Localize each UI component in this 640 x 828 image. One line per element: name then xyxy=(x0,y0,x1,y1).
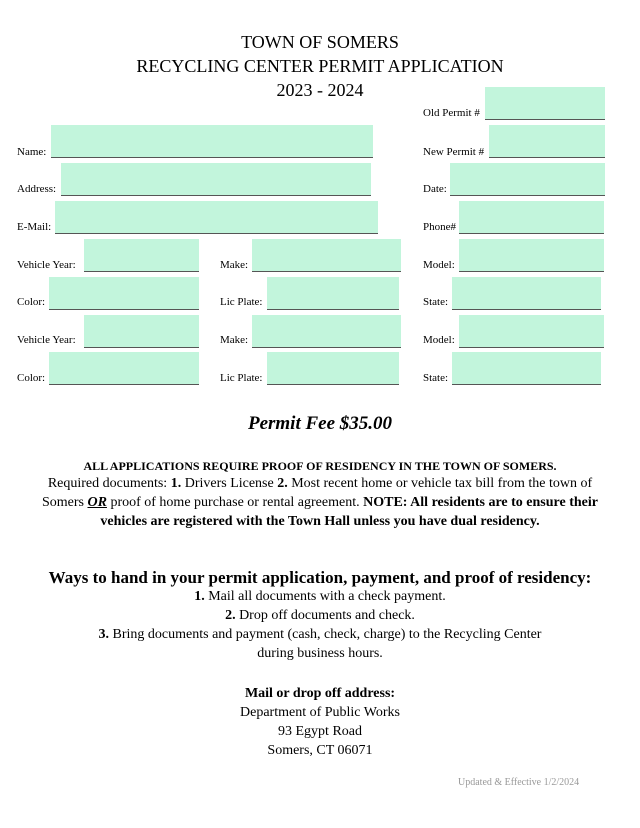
ways-item-3-cont: during business hours. xyxy=(257,646,383,661)
vehicle2-color-label: Color: xyxy=(17,372,46,384)
form-year: 2023 - 2024 xyxy=(276,80,364,100)
old-permit-label: Old Permit # xyxy=(423,107,480,119)
phone-field[interactable] xyxy=(459,201,604,234)
new-permit-label: New Permit # xyxy=(423,146,485,158)
vehicle2-year-label: Vehicle Year: xyxy=(17,334,76,346)
vehicle2-year-field[interactable] xyxy=(84,315,199,348)
vehicle1-plate-field[interactable] xyxy=(267,277,399,310)
date-field[interactable] xyxy=(450,163,605,196)
or-emphasis: OR xyxy=(87,495,107,510)
old-permit-field[interactable] xyxy=(485,87,605,120)
vehicle2-plate-label: Lic Plate: xyxy=(220,372,263,384)
ways-item-3 xyxy=(0,625,640,644)
vehicle1-year-field[interactable] xyxy=(84,239,199,272)
ways-item-1 xyxy=(0,587,640,606)
purchase-rental-text: proof of home purchase or rental agreement. xyxy=(106,495,364,510)
form-title: TOWN OF SOMERS xyxy=(241,32,399,52)
somers-text: Somers xyxy=(41,495,88,510)
doc-tax-bill: Most recent home or vehicle tax bill from the town of xyxy=(287,476,593,491)
ways-number-2: 2. xyxy=(225,608,236,623)
vehicle2-make-field[interactable] xyxy=(252,315,401,348)
date-label: Date: xyxy=(423,183,447,195)
permit-fee: Permit Fee $35.00 xyxy=(247,413,393,434)
vehicle1-make-label: Make: xyxy=(220,259,249,271)
doc-drivers-license: Drivers License xyxy=(181,476,278,491)
vehicle1-make-field[interactable] xyxy=(252,239,401,272)
mail-address-heading: Mail or drop off address: xyxy=(244,686,396,701)
name-field[interactable] xyxy=(51,125,373,158)
ways-item-2-text: Drop off documents and check. xyxy=(235,608,415,623)
vehicle1-model-field[interactable] xyxy=(459,239,604,272)
address-label: Address: xyxy=(17,183,57,195)
vehicle1-color-label: Color: xyxy=(17,296,46,308)
updated-date: Updated & Effective 1/2/2024 xyxy=(458,777,580,788)
vehicle1-state-label: State: xyxy=(423,296,449,308)
name-label: Name: xyxy=(17,146,47,158)
doc-number-2: 2. xyxy=(277,476,288,491)
doc-number-1: 1. xyxy=(170,476,182,491)
ways-heading: Ways to hand in your permit application, payment, and proof of residency: xyxy=(48,568,592,587)
vehicle1-model-label: Model: xyxy=(423,259,455,271)
address-line-2: 93 Egypt Road xyxy=(278,724,362,739)
address-line-1: Department of Public Works xyxy=(240,705,400,720)
residency-note: NOTE: All residents are to ensure their xyxy=(363,495,598,510)
email-label: E-Mail: xyxy=(17,221,52,233)
ways-item-2 xyxy=(0,606,640,625)
vehicle2-model-label: Model: xyxy=(423,334,455,346)
address-line-3: Somers, CT 06071 xyxy=(267,743,373,758)
vehicle2-plate-field[interactable] xyxy=(267,352,399,385)
required-documents-prefix: Required documents: xyxy=(47,476,171,491)
required-documents-line1 xyxy=(0,474,640,493)
email-field[interactable] xyxy=(55,201,378,234)
required-documents-line2 xyxy=(0,493,640,512)
new-permit-field[interactable] xyxy=(489,125,605,158)
vehicle2-state-field[interactable] xyxy=(452,352,601,385)
vehicle2-model-field[interactable] xyxy=(459,315,604,348)
vehicle2-color-field[interactable] xyxy=(49,352,199,385)
ways-item-1-text: Mail all documents with a check payment. xyxy=(204,589,446,604)
vehicle2-state-label: State: xyxy=(423,372,449,384)
form-subtitle: RECYCLING CENTER PERMIT APPLICATION xyxy=(136,56,504,76)
address-field[interactable] xyxy=(61,163,371,196)
ways-number-3: 3. xyxy=(98,627,110,642)
vehicle1-color-field[interactable] xyxy=(49,277,199,310)
vehicle1-state-field[interactable] xyxy=(452,277,601,310)
ways-item-3-text: Bring documents and payment (cash, check, charge) to the Recycling Center xyxy=(109,627,542,642)
vehicle1-year-label: Vehicle Year: xyxy=(17,259,76,271)
ways-number-1: 1. xyxy=(194,589,205,604)
phone-label: Phone# xyxy=(423,221,456,233)
vehicle2-make-label: Make: xyxy=(220,334,249,346)
required-documents-line3: vehicles are registered with the Town Hall unless you have dual residency. xyxy=(100,514,540,529)
vehicle1-plate-label: Lic Plate: xyxy=(220,296,263,308)
residency-requirement: ALL APPLICATIONS REQUIRE PROOF OF RESIDENCY IN THE TOWN OF SOMERS. xyxy=(83,459,557,473)
